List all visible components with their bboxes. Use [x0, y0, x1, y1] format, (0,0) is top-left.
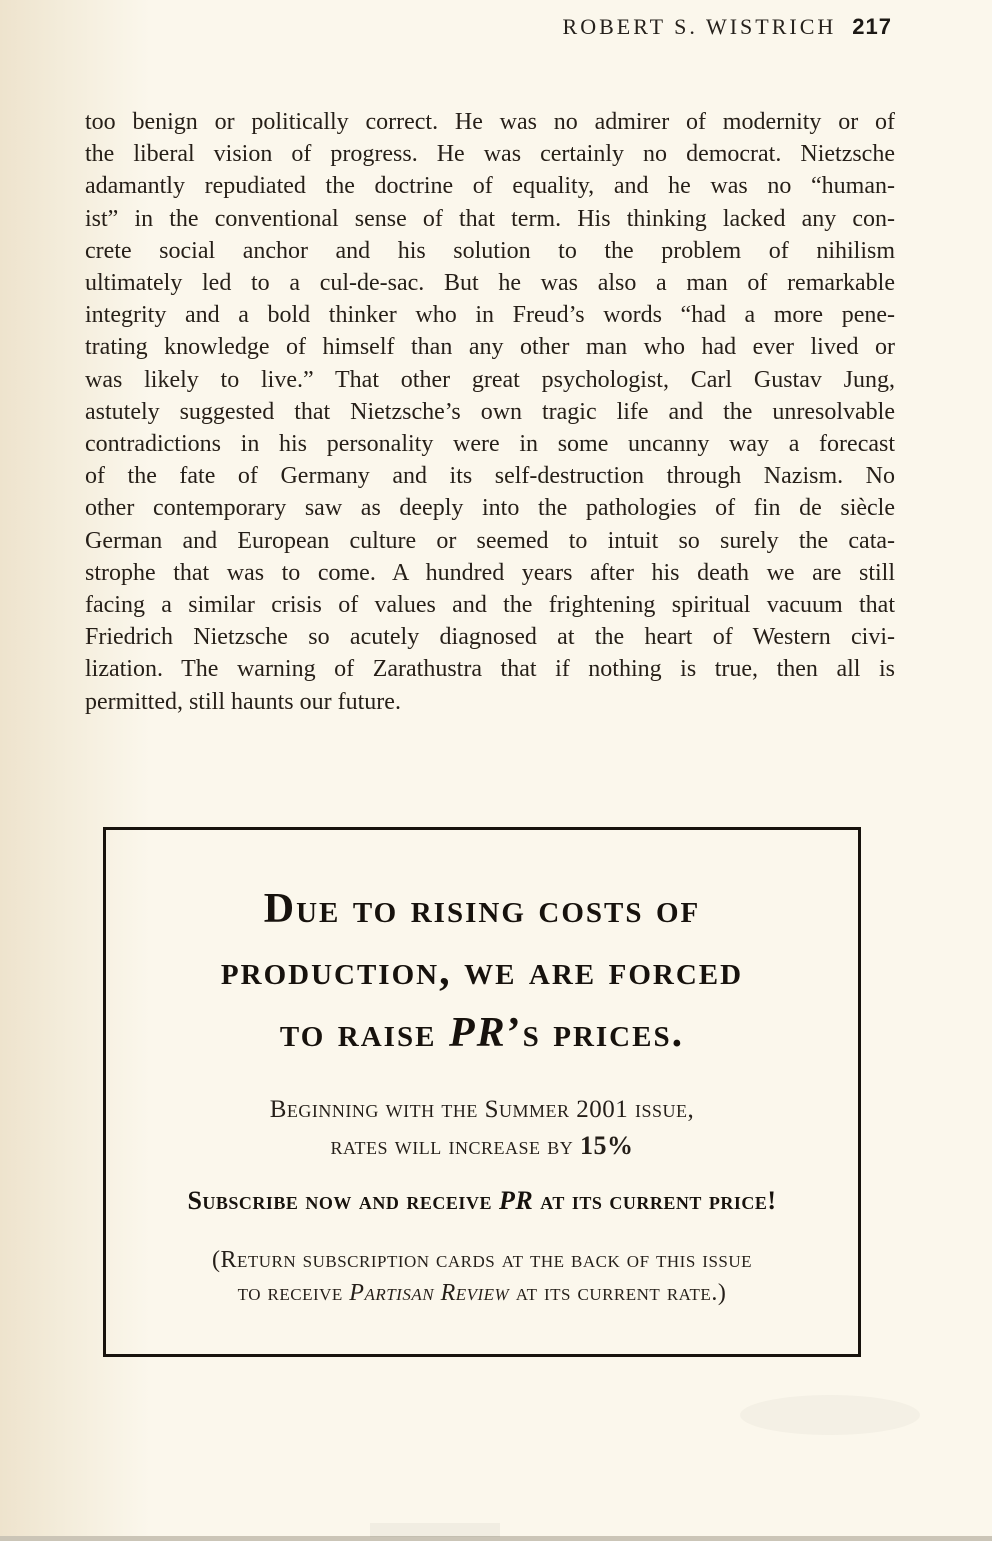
body-line: ist” in the conventional sense of that term. His thinking lacked any con-: [85, 205, 895, 232]
body-line: astutely suggested that Nietzsche’s own tragic life and the unresolvable: [85, 398, 895, 425]
pr-journal-abbrev: PR: [448, 1010, 507, 1056]
body-line: Friedrich Nietzsche so acutely diagnosed at the heart of Western civi-: [85, 624, 895, 651]
ad-note-line: (Return subscription cards at the back of this issue: [211, 1247, 753, 1273]
ad-headline: [106, 878, 858, 1064]
ad-subscribe-text: at its current price!: [533, 1186, 777, 1215]
ad-headline-text: ’s prices.: [506, 1010, 685, 1056]
scan-smudge: [370, 1523, 500, 1537]
ad-headline-line: [106, 1002, 858, 1064]
ad-subtext: [106, 1092, 858, 1165]
body-line: the liberal vision of progress. He was certainly no democrat. Nietzsche: [85, 141, 895, 168]
ad-headline-line: Due to rising costs of: [263, 886, 701, 932]
rate-increase-value: 15%: [580, 1131, 634, 1160]
ad-subscribe-text: Subscribe now and receive: [187, 1186, 499, 1215]
pr-journal-abbrev: PR: [498, 1186, 534, 1215]
page-number: 217: [852, 14, 892, 39]
scan-smudge: [740, 1395, 920, 1435]
journal-title: Partisan Review: [349, 1280, 510, 1306]
body-line: German and European culture or seemed to intuit so surely the cata-: [85, 527, 895, 554]
body-line: lization. The warning of Zarathustra that if nothing is true, then all is: [85, 656, 895, 683]
author-name: ROBERT S. WISTRICH: [562, 14, 837, 39]
body-line: other contemporary saw as deeply into the pathologies of fin de siècle: [85, 495, 895, 522]
body-line: crete social anchor and his solution to the problem of nihilism: [85, 237, 895, 264]
ad-subtext-line: Beginning with the Summer 2001 issue,: [269, 1096, 695, 1123]
body-line: facing a similar crisis of values and the frightening spiritual vacuum that: [85, 592, 895, 619]
ad-subtext-line: [106, 1128, 858, 1165]
body-line: was likely to live.” That other great psychologist, Carl Gustav Jung,: [85, 366, 895, 393]
body-line: ultimately led to a cul-de-sac. But he was also a man of remarkable: [85, 270, 895, 297]
body-line: too benign or politically correct. He was no admirer of modernity or of: [85, 109, 895, 135]
ad-note-text: at its current rate.): [509, 1280, 727, 1306]
body-line: adamantly repudiated the doctrine of equality, and he was no “human-: [85, 173, 895, 200]
subscription-ad-box: [103, 827, 861, 1357]
body-line: integrity and a bold thinker who in Freud’s words “had a more pene-: [85, 302, 895, 329]
body-line: contradictions in his personality were in some uncanny way a forecast: [85, 431, 895, 458]
ad-note-line: [106, 1277, 858, 1310]
body-line: permitted, still haunts our future.: [85, 688, 401, 715]
body-line: of the fate of Germany and its self-destruction through Nazism. No: [85, 463, 895, 490]
ad-headline-line: production, we are forced: [220, 948, 744, 994]
ad-subscribe-line: [106, 1186, 858, 1216]
running-header: [563, 14, 892, 40]
ad-subtext-text: rates will increase by: [330, 1133, 580, 1160]
ad-note-text: to receive: [237, 1280, 350, 1306]
ad-headline-text: to raise: [279, 1010, 449, 1056]
article-text: [85, 106, 895, 718]
body-line: trating knowledge of himself than any other man who had ever lived or: [85, 334, 895, 361]
ad-return-note: [106, 1244, 858, 1310]
body-line: strophe that was to come. A hundred years after his death we are still: [85, 559, 895, 586]
